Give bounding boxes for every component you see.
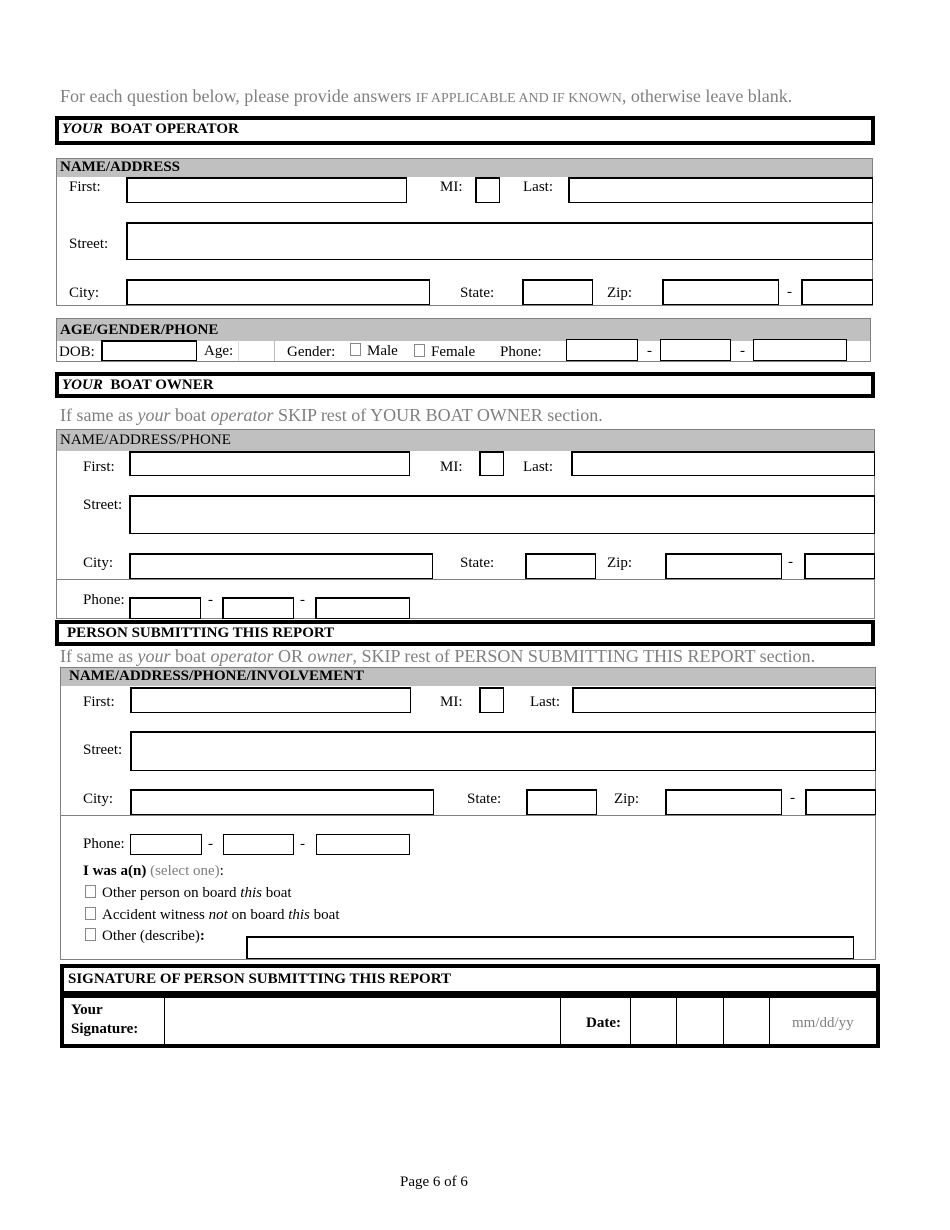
owner-phone-label: Phone: bbox=[83, 592, 125, 608]
submitter-mi-input[interactable] bbox=[479, 687, 504, 713]
submitter-zip-dash: - bbox=[790, 790, 795, 806]
owner-note-your: your bbox=[137, 405, 171, 425]
option-other-describe[interactable] bbox=[85, 927, 205, 945]
other-describe-checkbox[interactable] bbox=[85, 928, 96, 941]
operator-last-label: Last: bbox=[523, 179, 553, 195]
date-year-input[interactable] bbox=[724, 998, 769, 1045]
opt2-not: not bbox=[208, 907, 228, 923]
operator-first-input[interactable] bbox=[126, 177, 407, 203]
owner-divider bbox=[57, 579, 874, 580]
owner-zip-ext-input[interactable] bbox=[804, 553, 875, 579]
signature-label-your: Your bbox=[71, 1002, 103, 1018]
submitter-phone-label: Phone: bbox=[83, 836, 125, 852]
male-checkbox[interactable] bbox=[350, 343, 361, 356]
submitter-phone-area-input[interactable] bbox=[130, 834, 202, 855]
owner-phone-prefix-input[interactable] bbox=[222, 597, 294, 619]
iwas-label bbox=[83, 862, 224, 880]
operator-dob-label: DOB: bbox=[59, 344, 95, 360]
operator-gender-label: Gender: bbox=[287, 344, 336, 360]
intro-text-2: IF APPLICABLE AND IF KNOWN bbox=[415, 91, 622, 106]
submitter-zip-input[interactable] bbox=[665, 789, 782, 815]
operator-zip-input[interactable] bbox=[662, 279, 779, 305]
owner-note-operator: operator bbox=[210, 405, 274, 425]
submitter-street-label: Street: bbox=[83, 742, 123, 758]
opt2-text-a: Accident witness bbox=[102, 907, 205, 923]
submitter-zip-ext-input[interactable] bbox=[805, 789, 876, 815]
operator-city-input[interactable] bbox=[126, 279, 430, 305]
owner-note-c: SKIP rest of YOUR BOAT OWNER section. bbox=[277, 405, 603, 425]
owner-header-text: BOAT OWNER bbox=[110, 377, 214, 393]
opt3-colon: : bbox=[199, 928, 205, 944]
owner-phone-dash-2: - bbox=[300, 592, 305, 608]
opt1-this: this bbox=[240, 885, 262, 901]
operator-zip-ext-input[interactable] bbox=[801, 279, 873, 305]
operator-mi-label: MI: bbox=[440, 179, 463, 195]
operator-female-option[interactable] bbox=[414, 343, 475, 361]
iwas-bold: I was a(n) bbox=[83, 863, 147, 879]
operator-header bbox=[55, 116, 875, 145]
male-label: Male bbox=[367, 343, 398, 359]
opt1-text-b: boat bbox=[265, 885, 292, 901]
operator-age-section-header: AGE/GENDER/PHONE bbox=[57, 319, 870, 341]
operator-city-label: City: bbox=[69, 285, 100, 301]
intro-text-1: For each question below, please provide answers bbox=[60, 86, 412, 106]
submitter-first-input[interactable] bbox=[130, 687, 411, 713]
signature-input[interactable] bbox=[165, 998, 560, 1045]
owner-state-input[interactable] bbox=[525, 553, 596, 579]
date-format-hint: mm/dd/yy bbox=[792, 1015, 854, 1031]
operator-zip-dash: - bbox=[787, 284, 792, 300]
other-describe-input[interactable] bbox=[246, 936, 854, 959]
opt1-text-a: Other person on board bbox=[102, 885, 237, 901]
owner-last-label: Last: bbox=[523, 459, 553, 475]
submitter-phone-dash-2: - bbox=[300, 836, 305, 852]
operator-state-input[interactable] bbox=[522, 279, 593, 305]
submitter-phone-dash-1: - bbox=[208, 836, 213, 852]
submitter-zip-label: Zip: bbox=[614, 791, 639, 807]
operator-last-input[interactable] bbox=[568, 177, 873, 203]
operator-mi-input[interactable] bbox=[475, 177, 500, 203]
submitter-note-d: , SKIP rest of PERSON SUBMITTING THIS REPORT section. bbox=[352, 646, 816, 666]
opt2-this: this bbox=[288, 907, 310, 923]
submitter-phone-line-input[interactable] bbox=[316, 834, 410, 855]
owner-mi-label: MI: bbox=[440, 459, 463, 475]
submitter-skip-note bbox=[60, 646, 815, 666]
submitter-state-input[interactable] bbox=[526, 789, 597, 815]
owner-zip-label: Zip: bbox=[607, 555, 632, 571]
owner-state-label: State: bbox=[460, 555, 495, 571]
operator-street-label: Street: bbox=[69, 236, 109, 252]
iwas-colon: : bbox=[219, 863, 224, 879]
owner-phone-line-input[interactable] bbox=[315, 597, 410, 619]
date-label: Date: bbox=[586, 1015, 621, 1031]
submitter-divider bbox=[61, 815, 875, 816]
option-other-person[interactable] bbox=[85, 884, 292, 902]
operator-male-option[interactable] bbox=[350, 342, 398, 360]
submitter-street-input[interactable] bbox=[130, 731, 876, 771]
witness-checkbox[interactable] bbox=[85, 907, 96, 920]
owner-city-input[interactable] bbox=[129, 553, 433, 579]
owner-note-a: If same as bbox=[60, 405, 133, 425]
owner-header bbox=[55, 372, 875, 398]
option-accident-witness[interactable] bbox=[85, 906, 339, 924]
operator-first-label: First: bbox=[69, 179, 101, 195]
submitter-note-owner: owner bbox=[307, 646, 353, 666]
opt2-text-b: on board bbox=[231, 907, 285, 923]
submitter-header: PERSON SUBMITTING THIS REPORT bbox=[55, 620, 875, 646]
female-checkbox[interactable] bbox=[414, 344, 425, 357]
date-day-input[interactable] bbox=[677, 998, 723, 1045]
operator-zip-label: Zip: bbox=[607, 285, 632, 301]
submitter-state-label: State: bbox=[467, 791, 502, 807]
intro-text-3: , otherwise leave blank. bbox=[621, 86, 793, 106]
submitter-note-c: OR bbox=[277, 646, 303, 666]
operator-phone-prefix-input[interactable] bbox=[660, 339, 731, 361]
other-person-checkbox[interactable] bbox=[85, 885, 96, 898]
owner-header-italic: YOUR bbox=[62, 377, 103, 393]
operator-phone-dash-1: - bbox=[647, 343, 652, 359]
owner-first-label: First: bbox=[83, 459, 115, 475]
female-label: Female bbox=[431, 344, 476, 360]
opt3-text: Other (describe) bbox=[102, 928, 200, 944]
operator-phone-dash-2: - bbox=[740, 343, 745, 359]
owner-last-input[interactable] bbox=[571, 451, 875, 476]
date-month-input[interactable] bbox=[631, 998, 676, 1045]
operator-dob-input[interactable] bbox=[101, 340, 197, 361]
owner-mi-input[interactable] bbox=[479, 451, 504, 476]
owner-zip-dash: - bbox=[788, 554, 793, 570]
operator-age-label: Age: bbox=[204, 343, 234, 359]
signature-divider-right bbox=[560, 998, 561, 1045]
submitter-note-your: your bbox=[137, 646, 171, 666]
submitter-note-operator: operator bbox=[210, 646, 274, 666]
signature-header: SIGNATURE OF PERSON SUBMITTING THIS REPORT bbox=[60, 964, 880, 995]
opt2-text-c: boat bbox=[313, 907, 340, 923]
owner-first-input[interactable] bbox=[129, 451, 410, 476]
owner-section-header: NAME/ADDRESS/PHONE bbox=[57, 430, 874, 451]
submitter-first-label: First: bbox=[83, 694, 115, 710]
date-divider-4 bbox=[769, 998, 770, 1045]
owner-phone-dash-1: - bbox=[208, 592, 213, 608]
operator-header-italic: YOUR bbox=[62, 121, 103, 137]
submitter-last-input[interactable] bbox=[572, 687, 876, 713]
iwas-select-hint: (select one) bbox=[150, 863, 220, 879]
submitter-section-header: NAME/ADDRESS/PHONE/INVOLVEMENT bbox=[61, 668, 875, 686]
submitter-city-input[interactable] bbox=[130, 789, 434, 815]
operator-phone-area-input[interactable] bbox=[566, 339, 638, 361]
signature-label-signature: Signature: bbox=[71, 1021, 139, 1037]
operator-name-section-header: NAME/ADDRESS bbox=[57, 159, 872, 177]
operator-phone-line-input[interactable] bbox=[753, 339, 847, 361]
operator-phone-label: Phone: bbox=[500, 344, 542, 360]
intro-note bbox=[60, 86, 792, 109]
submitter-city-label: City: bbox=[83, 791, 114, 807]
operator-header-text: BOAT OPERATOR bbox=[110, 121, 239, 137]
operator-street-input[interactable] bbox=[126, 222, 873, 260]
owner-city-label: City: bbox=[83, 555, 114, 571]
owner-note-b: boat bbox=[174, 405, 206, 425]
submitter-mi-label: MI: bbox=[440, 694, 463, 710]
submitter-note-a: If same as bbox=[60, 646, 133, 666]
owner-street-label: Street: bbox=[83, 497, 123, 513]
signature-label bbox=[71, 1001, 138, 1039]
submitter-note-b: boat bbox=[174, 646, 206, 666]
operator-age-input[interactable] bbox=[238, 340, 275, 361]
owner-phone-area-input[interactable] bbox=[129, 597, 201, 619]
submitter-phone-prefix-input[interactable] bbox=[223, 834, 294, 855]
submitter-last-label: Last: bbox=[530, 694, 560, 710]
page-number: Page 6 of 6 bbox=[400, 1174, 468, 1190]
owner-zip-input[interactable] bbox=[665, 553, 782, 579]
owner-skip-note bbox=[60, 405, 603, 425]
operator-state-label: State: bbox=[460, 285, 495, 301]
owner-street-input[interactable] bbox=[129, 495, 875, 534]
